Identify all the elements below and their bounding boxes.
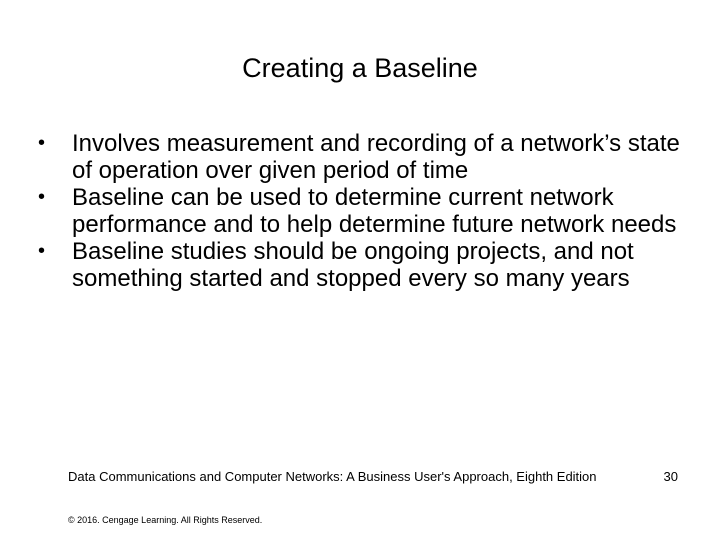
page-number: 30 [663,469,678,484]
footer-book-title: Data Communications and Computer Networks: A Business User's Approach, Eighth Edition [68,469,597,484]
bullet-item [38,184,698,238]
bullet-marker: • [38,186,46,208]
copyright-notice: © 2016. Cengage Learning. All Rights Reserved. [68,515,263,525]
bullet-marker: • [38,240,46,262]
bullet-list [38,130,698,292]
bullet-item [38,130,698,184]
bullet-text: Involves measurement and recording of a network’s state of operation over given period of time [72,130,680,184]
bullet-text: Baseline studies should be ongoing projects, and not something started and stopped every so many years [72,238,634,292]
bullet-text: Baseline can be used to determine current network performance and to help determine future network needs [72,184,677,238]
bullet-item [38,238,698,292]
slide-title: Creating a Baseline [242,53,478,83]
bullet-marker: • [38,132,46,154]
